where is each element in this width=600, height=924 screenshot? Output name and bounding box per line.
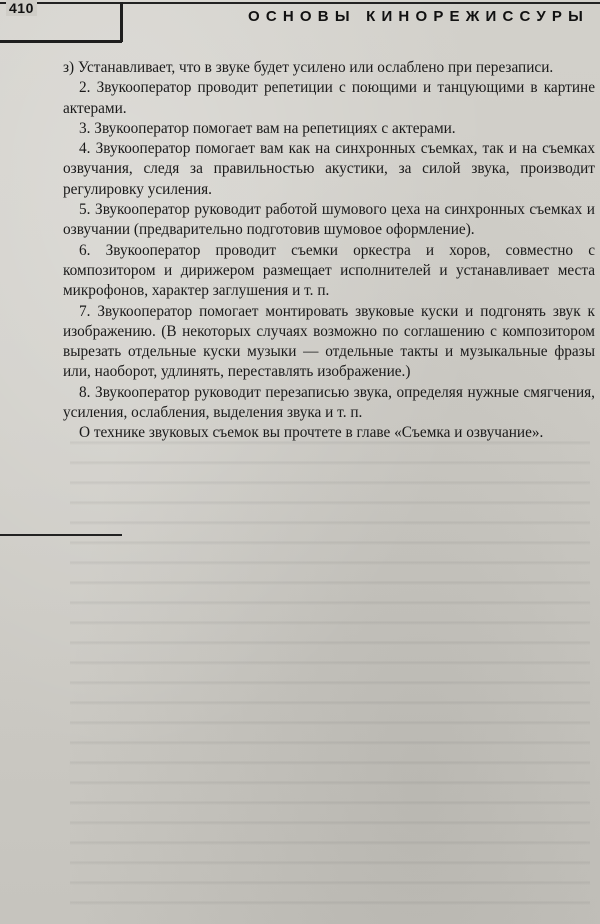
body-text [63,58,595,444]
page-number: 410 [6,0,37,16]
paragraph-6: 6. Звукооператор проводит съемки оркестра и хоров, совместно с композитором и дирижером размещает исполнителей и устанавливает места микрофонов, характер заглушения и т. п. [63,241,595,300]
bleed-through-texture [70,430,590,910]
header-rule [0,2,600,4]
paragraph-3z: з) Устанавливает, что в звуке будет усилено или ослаблено при перезаписи. [63,59,554,76]
running-title: ОСНОВЫ КИНОРЕЖИССУРЫ [248,8,589,25]
header-left-rule [0,40,122,43]
paragraph-2: 2. Звукооператор проводит репетиции с поющими и танцующими в картине актерами. [63,79,595,117]
paragraph-3: 3. Звукооператор помогает вам на репетициях с актерами. [79,119,456,137]
footnote-rule [0,534,122,536]
paragraph-7: 7. Звукооператор помогает монтировать звуковые куски и подгонять звук к изображению. (В некоторых случаях возможно по соглашению с композитором вырезать отдельные куски музыки — отдельные такты и музыкальные фразы или, наоборот, удлинять, переставлять изображение.) [63,302,595,381]
paragraph-8: 8. Звукооператор руководит перезаписью звука, определяя нужные смягчения, усиления, ослабления, выделения звука и т. п. [63,383,595,422]
paragraph-reference: О технике звуковых съемок вы прочтете в главе «Съемка и озвучание». [79,424,544,442]
paragraph-5: 5. Звукооператор руководит работой шумового цеха на синхронных съемках и озвучании (предварительно подготовив шумовое оформление). [63,201,595,239]
paragraph-4: 4. Звукооператор помогает вам как на синхронных съемках, так и на съемках озвучания, следя за правильностью акустики, за силой звука, производит регулировку усиления. [63,140,595,198]
header-vertical-rule [120,2,123,42]
